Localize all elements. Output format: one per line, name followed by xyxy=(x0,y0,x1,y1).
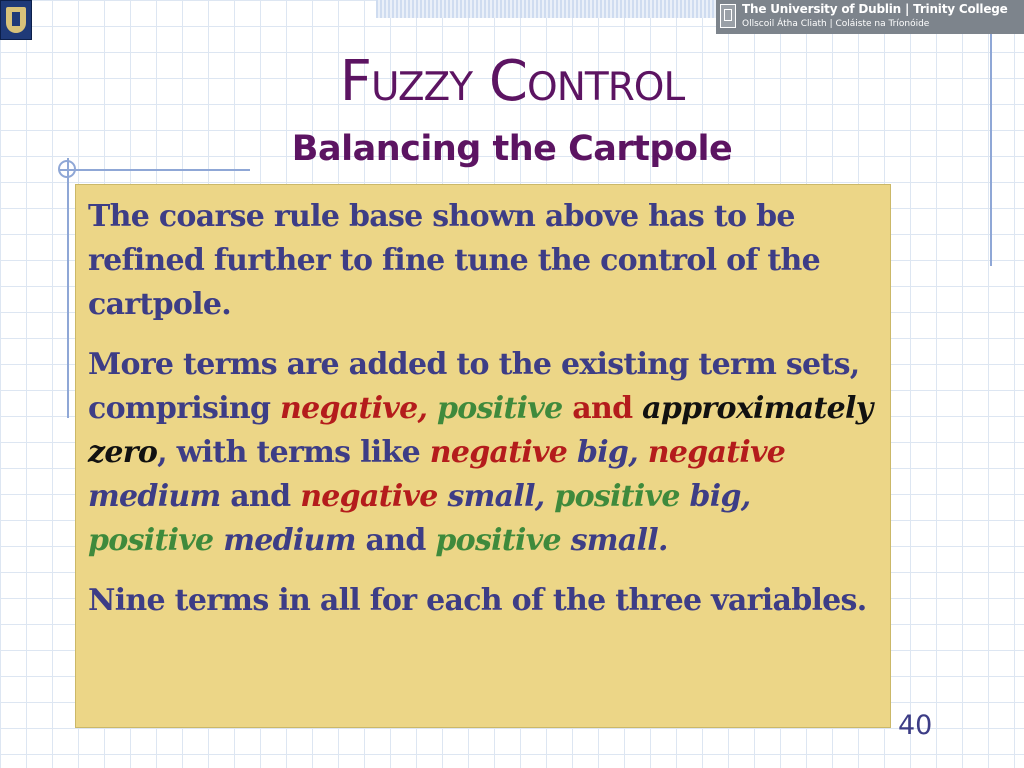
text-segment: , with terms like xyxy=(157,435,430,470)
term-positive: positive xyxy=(88,523,214,558)
text-space xyxy=(567,435,577,470)
content-box xyxy=(75,184,891,728)
text-space xyxy=(438,479,448,514)
university-name-irish: Ollscoil Átha Cliath | Coláiste na Tríonóide xyxy=(742,19,930,29)
term-modifier-big: big, xyxy=(576,435,638,470)
university-banner xyxy=(716,0,1024,34)
term-positive: positive xyxy=(435,523,561,558)
term-negative: negative, xyxy=(280,391,428,426)
word-and-highlight: and xyxy=(572,391,633,426)
term-negative: negative xyxy=(300,479,438,514)
text-segment: and xyxy=(355,523,436,558)
text-space xyxy=(638,435,648,470)
term-modifier-big: big, xyxy=(689,479,751,514)
term-negative: negative xyxy=(429,435,568,470)
term-positive: positive xyxy=(437,391,563,426)
text-space xyxy=(680,479,690,514)
page-number: 40 xyxy=(898,710,933,741)
term-approximately-zero: approximately zero xyxy=(88,391,873,470)
text-segment: More terms are added to the existing term sets, comprising xyxy=(88,347,860,426)
text-segment: and xyxy=(220,479,301,514)
term-negative: negative xyxy=(647,435,786,470)
paragraph-refinement: The coarse rule base shown above has to be refined further to fine tune the control of the cartpole. xyxy=(88,199,821,322)
term-modifier-small: small, xyxy=(447,479,545,514)
paragraph-terms xyxy=(88,343,880,563)
term-modifier-medium: medium xyxy=(88,479,221,514)
text-space xyxy=(213,523,223,558)
term-modifier-small: small. xyxy=(570,523,668,558)
header-decorative-strip xyxy=(376,0,716,18)
college-crest-icon xyxy=(0,0,32,40)
text-space xyxy=(562,391,572,426)
text-space xyxy=(632,391,642,426)
text-space xyxy=(545,479,555,514)
term-positive: positive xyxy=(554,479,680,514)
text-space xyxy=(427,391,437,426)
university-name-english: The University of Dublin | Trinity College xyxy=(742,2,1008,16)
slide-title: Fuzzy Control xyxy=(339,49,685,114)
term-modifier-medium: medium xyxy=(223,523,356,558)
decorative-line-left xyxy=(67,158,69,418)
text-space xyxy=(561,523,571,558)
slide-subtitle: Balancing the Cartpole xyxy=(291,129,733,169)
paragraph-nine-terms: Nine terms in all for each of the three variables. xyxy=(88,583,867,618)
tcd-logo-icon xyxy=(720,4,736,28)
